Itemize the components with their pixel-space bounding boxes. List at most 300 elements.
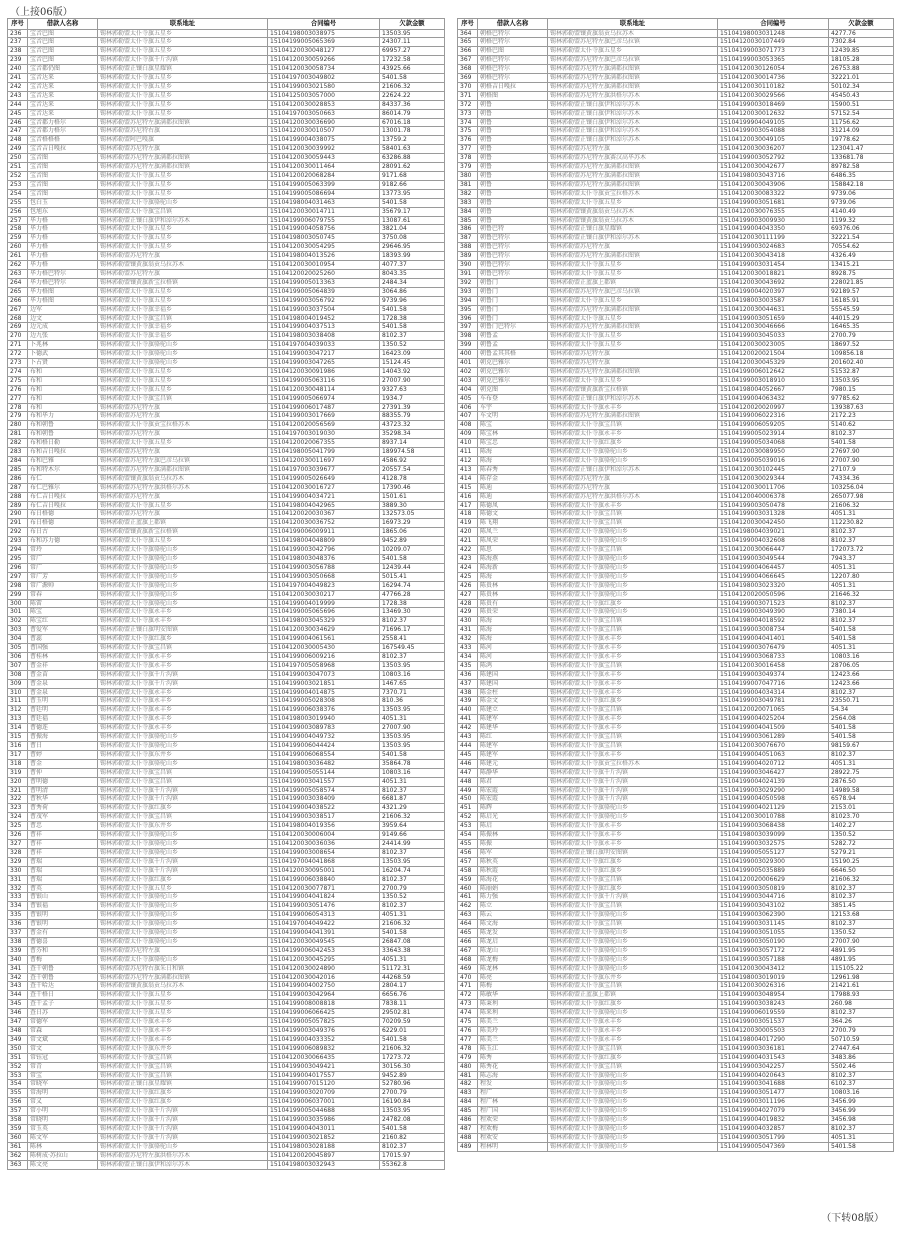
borrower-name: 毕力格 (28, 216, 98, 225)
debt-amount: 1402.27 (829, 822, 894, 831)
borrower-name: 宝音都仍图 (28, 65, 98, 74)
contract-number: 15104199004014875 (268, 688, 380, 697)
row-index: 340 (8, 955, 28, 964)
contact-address: 锡林郭勒盟太仆寺旗五星乡 (98, 243, 268, 252)
contact-address: 锡林郭勒盟太仆寺旗五星乡 (98, 29, 268, 38)
contact-address: 锡林郭勒盟太仆寺旗红旗乡 (548, 866, 718, 875)
contact-address: 锡林郭勒盟太仆寺旗永丰乡 (548, 724, 718, 733)
borrower-name: 陈宝 (478, 421, 548, 430)
debt-amount: 9452.89 (380, 537, 445, 546)
contact-address: 锡林郭勒盟正镶白旗明安图镇 (548, 848, 718, 857)
debt-amount: 3483.86 (829, 1053, 894, 1062)
borrower-name: 朝格图 (478, 91, 548, 100)
contact-address: 锡林郭勒盟太仆寺旗宝昌镇 (98, 1053, 268, 1062)
borrower-name: 查干朝鲁 (28, 973, 98, 982)
borrower-name: 朝鲁巴特尔 (478, 252, 548, 261)
contract-number: 15104199004017557 (268, 1071, 380, 1080)
contact-address: 锡林郭勒盟镶黄旗翁贡乌拉苏木 (548, 29, 718, 38)
table-row (458, 448, 894, 457)
row-index: 304 (8, 635, 28, 644)
contract-number: 15104199007047716 (718, 679, 829, 688)
contact-address: 锡林郭勒盟太仆寺旗五星乡 (98, 172, 268, 181)
row-index: 241 (8, 74, 28, 83)
contract-number: 15104199004041824 (268, 893, 380, 902)
contact-address: 锡林郭勒盟太仆寺旗骆驼山乡 (548, 937, 718, 946)
borrower-name: 陈凤荣 (478, 537, 548, 546)
borrower-name: 朝克巴雅尔 (478, 376, 548, 385)
contact-address: 锡林郭勒盟太仆寺旗千斤沟镇 (98, 866, 268, 875)
borrower-name: 陈凤兰 (478, 528, 548, 537)
row-index: 248 (8, 136, 28, 145)
debt-amount: 1199.32 (829, 216, 894, 225)
row-index: 314 (8, 724, 28, 733)
table-row (458, 759, 894, 768)
borrower-name: 陈迪 (478, 483, 548, 492)
contact-address: 锡林郭勒盟太仆寺旗五星乡 (98, 439, 268, 448)
borrower-name: 陈河 (478, 652, 548, 661)
debt-amount: 2564.08 (829, 715, 894, 724)
contract-number: 15104199005013363 (268, 278, 380, 287)
contract-number: 15104199005035889 (718, 866, 829, 875)
debt-amount: 16465.35 (829, 323, 894, 332)
table-row (458, 439, 894, 448)
contract-number: 15104199003045033 (718, 332, 829, 341)
debt-amount: 7370.71 (380, 688, 445, 697)
debt-amount: 4277.76 (829, 29, 894, 38)
contract-number: 15104120030005430 (268, 644, 380, 653)
debt-amount: 9149.66 (380, 831, 445, 840)
row-index: 407 (458, 412, 478, 421)
contract-number: 15104120030059443 (268, 154, 380, 163)
contract-number: 15104199003050668 (268, 572, 380, 581)
row-index: 351 (8, 1053, 28, 1062)
contract-number: 15104120030083322 (718, 189, 829, 198)
contract-number: 15104199005066974 (268, 394, 380, 403)
contact-address: 锡林郭勒盟太仆寺旗永丰乡 (548, 1018, 718, 1027)
borrower-name: 陈贵林 (478, 590, 548, 599)
contact-address: 锡林郭勒盟太仆寺旗骆驼山乡 (98, 929, 268, 938)
contract-number: 15104198004019356 (268, 822, 380, 831)
table-row (8, 359, 445, 368)
borrower-name: 陈宝红 (28, 617, 98, 626)
contract-number: 15104199003029290 (718, 786, 829, 795)
borrower-name: 边军 (28, 305, 98, 314)
table-row (458, 359, 894, 368)
borrower-name: 常青 (28, 1062, 98, 1071)
contract-number: 15104199004020397 (718, 287, 829, 296)
row-index: 261 (8, 252, 28, 261)
contract-number: 15104198004019452 (268, 314, 380, 323)
table-row (8, 56, 445, 65)
borrower-name: 陈宝 (28, 608, 98, 617)
borrower-name: 曹金泉 (28, 679, 98, 688)
borrower-name: 曹瑞 (28, 866, 98, 875)
contract-number: 15104199004063432 (718, 394, 829, 403)
debt-amount: 8102.37 (829, 430, 894, 439)
debt-amount: 15190.25 (829, 857, 894, 866)
table-row (8, 172, 445, 181)
contract-number: 15104120020067355 (268, 439, 380, 448)
row-index: 469 (458, 964, 478, 973)
contract-number: 15104198004013526 (268, 252, 380, 261)
borrower-name: 布和巴雅 (28, 457, 98, 466)
debt-amount: 44015.29 (829, 314, 894, 323)
row-index: 451 (458, 804, 478, 813)
contract-number: 15104120030011697 (268, 457, 380, 466)
row-index: 412 (458, 457, 478, 466)
debt-amount: 8102.37 (380, 848, 445, 857)
contact-address: 锡林郭勒盟太仆寺旗红旗乡 (548, 884, 718, 893)
table-row (8, 1009, 445, 1018)
row-index: 471 (458, 982, 478, 991)
contact-address: 锡林郭勒盟苏尼特左旗 (548, 483, 718, 492)
contract-number: 15104120020068284 (268, 172, 380, 181)
borrower-name: 曹瑞 (28, 875, 98, 884)
contact-address: 锡林郭勒盟太仆寺旗骆驼山乡 (98, 759, 268, 768)
borrower-name: 宝音达来 (28, 109, 98, 118)
table-row (8, 38, 445, 47)
contract-number: 15104199003008654 (268, 848, 380, 857)
borrower-name: 陈美兰 (478, 1035, 548, 1044)
debt-amount: 98159.67 (829, 742, 894, 751)
row-index: 252 (8, 172, 28, 181)
debt-amount: 13415.21 (829, 261, 894, 270)
contract-number: 15104199003049376 (268, 1027, 380, 1036)
row-index: 433 (458, 644, 478, 653)
contract-number: 15104199006009911 (268, 528, 380, 537)
contract-number: 15104120030036036 (268, 839, 380, 848)
contract-number: 15104120030034629 (268, 626, 380, 635)
borrower-name: 朝克图 (478, 385, 548, 394)
table-row (8, 777, 445, 786)
debt-amount: 55545.59 (829, 305, 894, 314)
borrower-name: 朝克巴雅尔 (478, 359, 548, 368)
debt-amount: 5401.58 (380, 1035, 445, 1044)
contract-number: 15104199006012642 (718, 367, 829, 376)
debt-amount: 24414.99 (380, 839, 445, 848)
table-row (8, 163, 445, 172)
table-row (458, 679, 894, 688)
row-index: 374 (458, 118, 478, 127)
table-row (8, 394, 445, 403)
contract-number: 15104199003049781 (718, 697, 829, 706)
debt-amount: 4321.29 (380, 804, 445, 813)
table-row (8, 1062, 445, 1071)
contact-address: 锡林郭勒盟太仆寺旗永丰乡 (548, 715, 718, 724)
debt-amount: 27007.90 (829, 457, 894, 466)
contract-number: 15104198003048376 (268, 554, 380, 563)
borrower-name: 常德军 (28, 1018, 98, 1027)
debt-amount: 12439.44 (380, 563, 445, 572)
borrower-name: 陈建军 (478, 715, 548, 724)
contact-address: 锡林郭勒盟太仆寺旗永丰乡 (548, 839, 718, 848)
table-row (8, 154, 445, 163)
row-index: 291 (8, 519, 28, 528)
row-index: 457 (458, 857, 478, 866)
debt-amount: 123041.47 (829, 145, 894, 154)
debt-amount: 13503.95 (380, 857, 445, 866)
contact-address: 锡林郭勒盟太仆寺旗骆驼山乡 (548, 581, 718, 590)
contact-address: 锡林郭勒盟正镶白旗伊和淖尔苏木 (98, 216, 268, 225)
contact-address: 锡林郭勒盟苏尼特左旗 (98, 510, 268, 519)
debt-amount: 70209.59 (380, 1018, 445, 1027)
contact-address: 锡林郭勒盟太仆寺旗骆驼山乡 (548, 946, 718, 955)
table-row (8, 261, 445, 270)
contact-address: 锡林郭勒盟苏尼特左旗洪格尔苏木 (98, 1151, 268, 1160)
col-header-borrower: 借款人名称 (28, 19, 98, 30)
debt-amount: 18393.99 (380, 252, 445, 261)
contract-number: 15104199004034314 (718, 688, 829, 697)
table-row (458, 198, 894, 207)
debt-amount: 10803.16 (829, 1089, 894, 1098)
debt-amount: 8102.37 (829, 1124, 894, 1133)
debt-amount: 260.98 (829, 1000, 894, 1009)
debt-amount: 7943.37 (829, 554, 894, 563)
borrower-name: 朝鲁巴特尔 (478, 261, 548, 270)
contact-address: 锡林郭勒盟太仆寺旗骆驼山乡 (548, 955, 718, 964)
debt-amount: 172073.72 (829, 546, 894, 555)
table-row (458, 528, 894, 537)
row-index: 268 (8, 314, 28, 323)
contact-address: 锡林郭勒盟太仆寺旗五星乡 (548, 376, 718, 385)
row-index: 358 (8, 1116, 28, 1125)
row-index: 330 (8, 866, 28, 875)
contact-address: 锡林郭勒盟太仆寺旗千斤沟镇 (98, 1116, 268, 1125)
contact-address: 锡林郭勒盟苏尼特左旗巴彦乌拉镇 (548, 38, 718, 47)
borrower-name: 陈美兰 (478, 1018, 548, 1027)
debt-amount: 4128.78 (380, 474, 445, 483)
row-index: 354 (8, 1080, 28, 1089)
row-index: 444 (458, 742, 478, 751)
debt-amount: 112230.82 (829, 519, 894, 528)
contract-number: 15104199003041688 (718, 1080, 829, 1089)
contract-number: 15104199003038243 (718, 1000, 829, 1009)
debt-amount: 11756.62 (829, 118, 894, 127)
contract-number: 15104199003046427 (718, 768, 829, 777)
row-index: 472 (458, 991, 478, 1000)
contract-number: 15104198004039021 (718, 528, 829, 537)
borrower-name: 陈海 (478, 617, 548, 626)
table-row (8, 109, 445, 118)
contract-number: 15104120030014711 (268, 207, 380, 216)
contract-number: 15104199003047217 (268, 350, 380, 359)
contact-address: 锡林郭勒盟苏尼特左旗赛汉高毕苏木 (548, 154, 718, 163)
contact-address: 锡林郭勒盟太仆寺旗永丰乡 (548, 822, 718, 831)
debt-amount: 12153.68 (829, 911, 894, 920)
borrower-name: 陈存金 (478, 474, 548, 483)
borrower-name: 常义 (28, 1098, 98, 1107)
borrower-name: 曹瑞 (28, 857, 98, 866)
table-row (8, 91, 445, 100)
row-index: 438 (458, 688, 478, 697)
borrower-name: 曹振海 (28, 733, 98, 742)
contract-number: 15104199006068554 (268, 750, 380, 759)
row-index: 484 (458, 1098, 478, 1107)
contact-address: 锡林郭勒盟太仆寺旗贡宝拉格苏木 (548, 759, 718, 768)
borrower-name: 陈秉利 (478, 1000, 548, 1009)
contact-address: 锡林郭勒盟太仆寺旗骆驼山乡 (98, 350, 268, 359)
debt-amount: 4051.31 (829, 759, 894, 768)
borrower-name: 查干孟子 (28, 1000, 98, 1009)
borrower-name: 曹芬和 (28, 946, 98, 955)
contract-number: 15104199003020709 (268, 1089, 380, 1098)
contact-address: 锡林郭勒盟苏尼特左旗洪格尔苏木 (98, 483, 268, 492)
debt-amount: 13503.95 (380, 1107, 445, 1116)
contract-number: 15104120030016458 (718, 661, 829, 670)
contact-address: 锡林郭勒盟苏尼特左旗洪格尔苏木 (548, 492, 718, 501)
debt-amount: 8102.37 (829, 884, 894, 893)
debt-amount: 18105.28 (829, 56, 894, 65)
table-row (8, 1098, 445, 1107)
borrower-name: 陈迪 (478, 492, 548, 501)
table-row (8, 831, 445, 840)
borrower-name: 陈秋英 (478, 857, 548, 866)
row-index: 429 (458, 608, 478, 617)
borrower-name: 朝鲁 (478, 109, 548, 118)
debt-amount: 103256.04 (829, 483, 894, 492)
debt-amount: 2700.79 (380, 884, 445, 893)
debt-amount: 45450.43 (829, 91, 894, 100)
contact-address: 锡林郭勒盟苏尼特左旗 (548, 350, 718, 359)
contract-number: 15104120030066447 (718, 546, 829, 555)
contract-number: 15104198003019019 (718, 973, 829, 982)
row-index: 378 (458, 154, 478, 163)
table-row (458, 403, 894, 412)
row-index: 350 (8, 1044, 28, 1053)
contract-number: 15104199005086694 (268, 189, 380, 198)
debt-amount: 32221.54 (829, 234, 894, 243)
contact-address: 锡林郭勒盟苏尼特左旗满都拉图镇 (548, 412, 718, 421)
borrower-name: 曹英 (28, 884, 98, 893)
debt-amount: 201602.40 (829, 359, 894, 368)
contact-address: 锡林郭勒盟太仆寺旗五星乡 (98, 74, 268, 83)
table-row (458, 688, 894, 697)
contract-number: 15104199004043350 (718, 225, 829, 234)
table-row (458, 287, 894, 296)
debt-amount: 88355.79 (380, 412, 445, 421)
table-row (458, 341, 894, 350)
row-index: 316 (8, 742, 28, 751)
row-index: 473 (458, 1000, 478, 1009)
contract-number: 15104199004032608 (718, 537, 829, 546)
contact-address: 锡林郭勒盟太仆寺旗永丰乡 (98, 652, 268, 661)
row-index: 327 (8, 839, 28, 848)
debt-amount: 71696.17 (380, 626, 445, 635)
contract-number: 15104199003042257 (718, 1062, 829, 1071)
debt-amount: 50710.59 (829, 1035, 894, 1044)
borrower-name: 宝音巴图 (28, 29, 98, 38)
debt-amount: 9739.06 (829, 189, 894, 198)
borrower-name: 朝鲁门 (478, 278, 548, 287)
contract-number: 15104120030066435 (268, 1053, 380, 1062)
table-row (458, 74, 894, 83)
debt-amount: 21646.32 (829, 590, 894, 599)
row-index: 246 (8, 118, 28, 127)
contact-address: 锡林郭勒盟太仆寺旗骆驼山乡 (548, 1009, 718, 1018)
contract-number: 15104120030029566 (718, 91, 829, 100)
row-index: 334 (8, 902, 28, 911)
borrower-name: 常小明 (28, 1107, 98, 1116)
row-index: 299 (8, 590, 28, 599)
borrower-name: 朝鲁孟其其格 (478, 350, 548, 359)
table-row (458, 608, 894, 617)
row-index: 311 (8, 697, 28, 706)
borrower-name: 朝鲁巴特尔 (478, 234, 548, 243)
contact-address: 锡林郭勒盟太仆寺旗五星乡 (98, 38, 268, 47)
contract-number: 15104120020071065 (718, 706, 829, 715)
debt-amount: 3851.45 (829, 902, 894, 911)
contact-address: 锡林郭勒盟太仆寺旗骆驼山乡 (98, 554, 268, 563)
row-index: 257 (8, 216, 28, 225)
row-index: 426 (458, 581, 478, 590)
contact-address: 锡林郭勒盟太仆寺旗五星乡 (98, 991, 268, 1000)
debt-amount: 10209.07 (380, 546, 445, 555)
contact-address: 锡林郭勒盟太仆寺旗千斤沟镇 (98, 857, 268, 866)
contract-number: 15104120030043412 (718, 964, 829, 973)
table-row (8, 554, 445, 563)
table-row (458, 857, 894, 866)
contact-address: 锡林郭勒盟太仆寺旗永丰乡 (548, 635, 718, 644)
table-row (458, 465, 894, 474)
debt-amount: 167549.45 (380, 644, 445, 653)
row-index: 468 (458, 955, 478, 964)
row-index: 389 (458, 252, 478, 261)
table-row (458, 831, 894, 840)
contract-number: 15104120030024890 (268, 964, 380, 973)
row-index: 452 (458, 813, 478, 822)
row-index: 238 (8, 47, 28, 56)
contact-address: 锡林郭勒盟太仆寺旗千斤沟镇 (548, 893, 718, 902)
row-index: 242 (8, 82, 28, 91)
table-row (8, 1124, 445, 1133)
debt-amount: 1728.38 (380, 599, 445, 608)
debt-amount: 9327.63 (380, 385, 445, 394)
borrower-name: 曹银明 (28, 920, 98, 929)
table-row (8, 350, 445, 359)
contact-address: 锡林郭勒盟太仆寺旗骆驼山乡 (548, 563, 718, 572)
contact-address: 锡林郭勒盟太仆寺旗五星乡 (98, 1000, 268, 1009)
borrower-name: 陈宝忠 (478, 439, 548, 448)
row-index: 245 (8, 109, 28, 118)
contract-number: 15104199003038517 (268, 813, 380, 822)
borrower-name: 程广 (478, 1089, 548, 1098)
debt-amount: 5401.58 (380, 74, 445, 83)
row-index: 392 (458, 278, 478, 287)
debt-amount: 8102.37 (829, 688, 894, 697)
contract-number: 15104199003042796 (268, 546, 380, 555)
debt-amount: 13469.30 (380, 608, 445, 617)
table-row (458, 964, 894, 973)
contract-number: 15104199003057172 (718, 946, 829, 955)
contact-address: 锡林郭勒盟太仆寺旗五星乡 (98, 385, 268, 394)
contract-number: 15104199004049732 (268, 733, 380, 742)
contract-number: 15104199004032857 (718, 1124, 829, 1133)
debt-amount: 115105.22 (829, 964, 894, 973)
contract-number: 15104197003019030 (268, 430, 380, 439)
row-index: 422 (458, 546, 478, 555)
contract-number: 15104120030042677 (718, 163, 829, 172)
debt-amount: 5401.58 (829, 635, 894, 644)
debt-amount: 19778.62 (829, 136, 894, 145)
contract-number: 15104120030058734 (268, 65, 380, 74)
contract-number: 15104199003068733 (718, 652, 829, 661)
contract-number: 15104120030030217 (268, 590, 380, 599)
debt-amount: 55362.8 (380, 1160, 445, 1169)
debt-amount: 2804.17 (380, 982, 445, 991)
contact-address: 锡林郭勒盟太仆寺旗骆驼山乡 (98, 572, 268, 581)
row-index: 435 (458, 661, 478, 670)
contact-address: 锡林郭勒盟太仆寺旗五星乡 (98, 47, 268, 56)
